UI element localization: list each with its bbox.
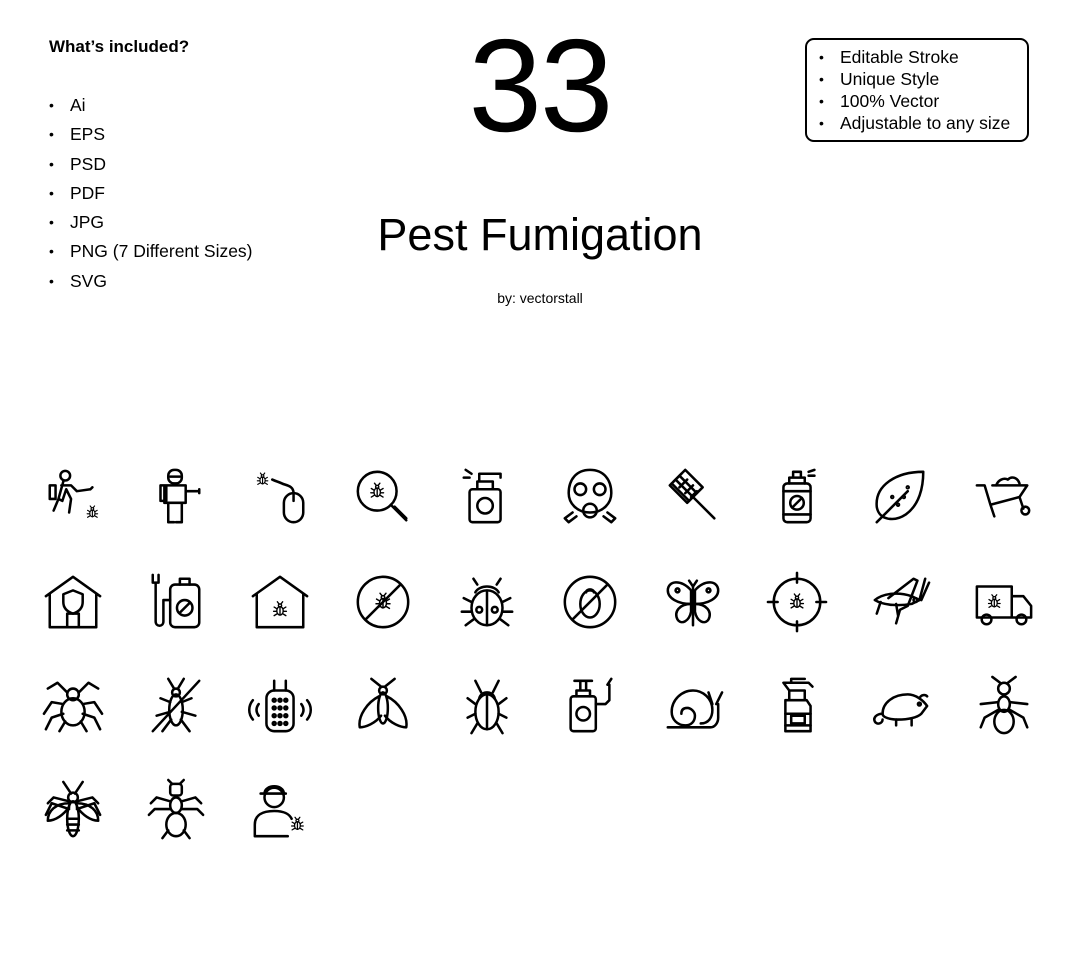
gas-mask-icon [559, 466, 621, 528]
ant-icon [973, 675, 1035, 737]
format-item-pdf: • PDF [49, 183, 309, 212]
house-bug-icon [249, 571, 311, 633]
no-cockroach-icon [145, 675, 207, 737]
computer-mouse-bug-icon [249, 466, 311, 528]
bug-target-icon [766, 571, 828, 633]
page-title: Pest Fumigation [377, 209, 703, 260]
leaf-icon [869, 466, 931, 528]
hazmat-suit-sprayer-icon [145, 466, 207, 528]
format-item-jpg: • JPG [49, 212, 309, 241]
mouse-rodent-icon [869, 675, 931, 737]
aerosol-can-icon [766, 466, 828, 528]
features-list [819, 46, 1010, 134]
termite-icon [145, 780, 207, 842]
pump-spray-bottle-icon [456, 466, 518, 528]
format-item-psd: • PSD [49, 154, 309, 183]
feature-item: • Adjustable to any size [819, 112, 1010, 134]
format-item-eps: • EPS [49, 124, 309, 153]
format-item-png: • PNG (7 Different Sizes) [49, 241, 309, 270]
feature-item: • 100% Vector [819, 90, 1010, 112]
trigger-spray-bottle-icon [766, 675, 828, 737]
whats-included-heading: What’s included? [49, 37, 190, 56]
mosquito-icon [42, 780, 104, 842]
whats-included-section [49, 37, 253, 291]
wheelbarrow-icon [973, 466, 1035, 528]
icon-count: 33 [468, 12, 612, 159]
scarab-beetle-icon [456, 675, 518, 737]
feature-item: • Unique Style [819, 68, 1010, 90]
format-list [49, 95, 309, 300]
house-shield-icon [42, 571, 104, 633]
butterfly-icon [662, 571, 724, 633]
grasshopper-icon [869, 571, 931, 633]
exterminator-with-bug-icon [249, 780, 311, 842]
exterminator-spraying-bug-icon [42, 466, 104, 528]
feature-item: • Editable Stroke [819, 46, 1010, 68]
format-item-svg: • SVG [49, 271, 309, 300]
no-bug-icon [559, 571, 621, 633]
moth-icon [352, 675, 414, 737]
spider-icon [42, 675, 104, 737]
author-byline: by: vectorstall [497, 290, 583, 306]
electronic-repeller-icon [249, 675, 311, 737]
fly-swatter-icon [662, 466, 724, 528]
pest-control-truck-icon [973, 571, 1035, 633]
features-box [805, 38, 1029, 142]
format-item-ai: • Ai [49, 95, 309, 124]
sprayer-tank-icon [145, 571, 207, 633]
pressure-sprayer-icon [559, 675, 621, 737]
snail-icon [662, 675, 724, 737]
beetle-icon [456, 571, 518, 633]
no-mosquito-icon [352, 571, 414, 633]
magnifier-bug-icon [352, 466, 414, 528]
